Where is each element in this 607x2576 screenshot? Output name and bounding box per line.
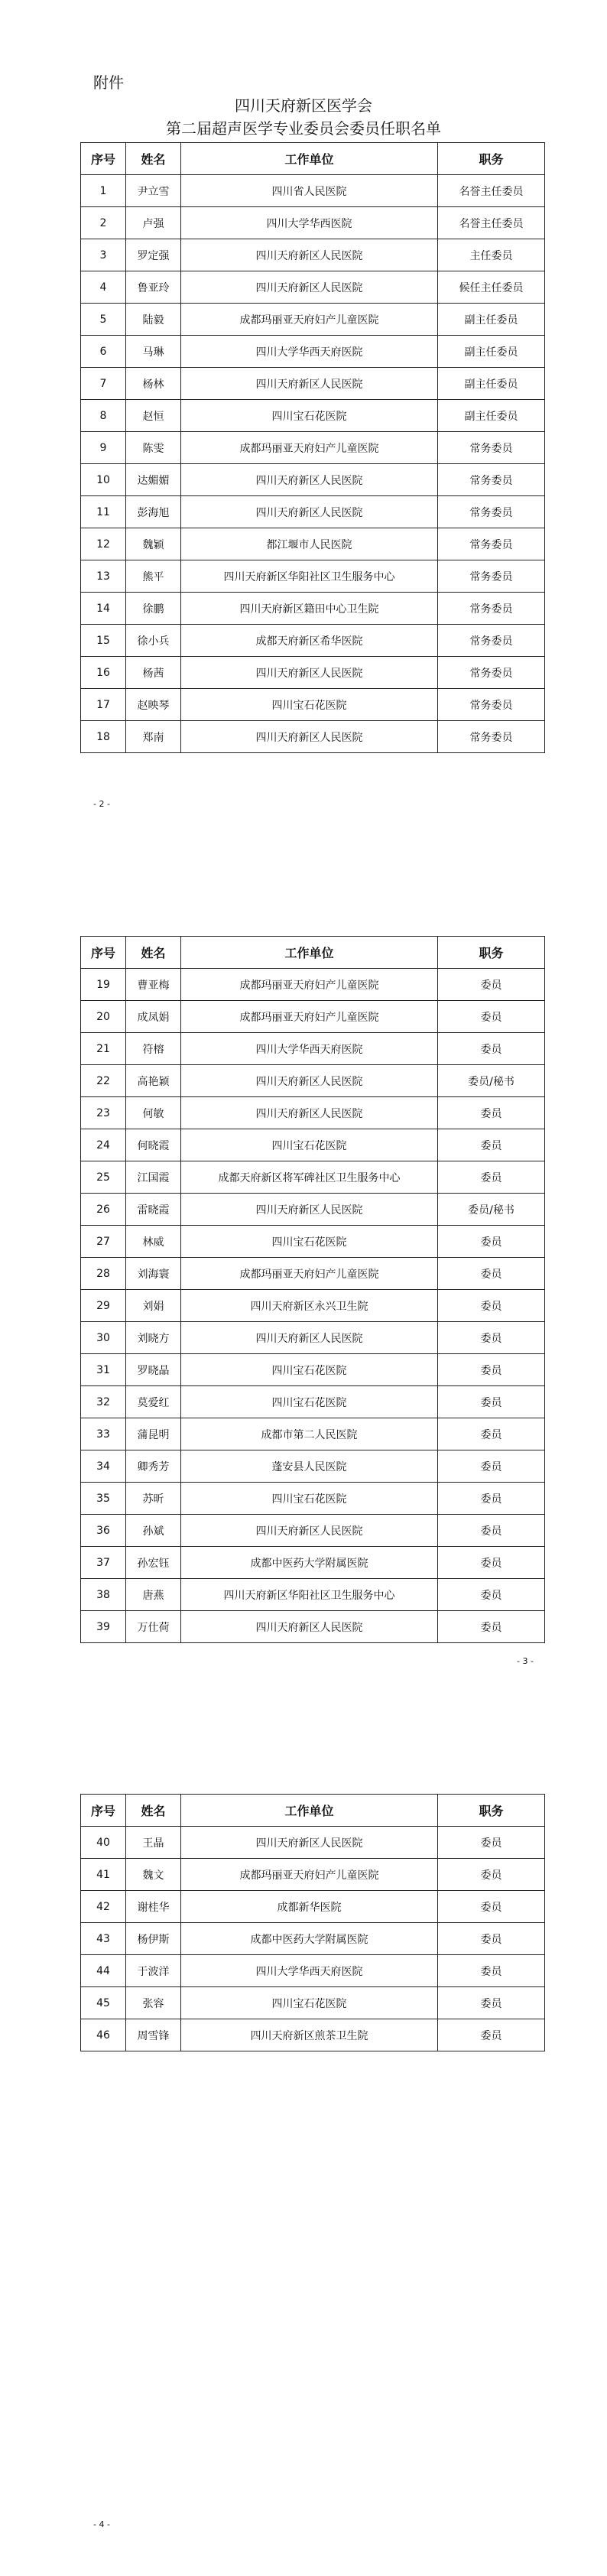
position-cell: 常务委员 xyxy=(438,689,545,721)
seq-cell: 9 xyxy=(81,432,126,464)
table-row xyxy=(81,1033,545,1065)
header-name: 姓名 xyxy=(126,937,181,969)
workplace-cell: 四川天府新区人民医院 xyxy=(181,1827,438,1859)
workplace-cell: 成都玛丽亚天府妇产儿童医院 xyxy=(181,1001,438,1033)
table-row xyxy=(81,1290,545,1322)
workplace-cell: 四川天府新区人民医院 xyxy=(181,496,438,528)
position-cell: 委员 xyxy=(438,1129,545,1161)
name-cell: 万仕荷 xyxy=(126,1611,181,1643)
header-seq: 序号 xyxy=(81,143,126,175)
seq-cell: 22 xyxy=(81,1065,126,1097)
workplace-cell: 四川宝石花医院 xyxy=(181,400,438,432)
table-row xyxy=(81,1386,545,1418)
name-cell: 徐小兵 xyxy=(126,625,181,657)
page-number-3: - 3 - xyxy=(517,1656,534,1666)
header-workplace: 工作单位 xyxy=(181,1795,438,1827)
position-cell: 委员/秘书 xyxy=(438,1194,545,1226)
name-cell: 魏文 xyxy=(126,1859,181,1891)
table-row xyxy=(81,1161,545,1194)
position-cell: 委员 xyxy=(438,1611,545,1643)
workplace-cell: 四川天府新区人民医院 xyxy=(181,1322,438,1354)
table-header-row xyxy=(81,937,545,969)
name-cell: 鲁亚玲 xyxy=(126,271,181,304)
workplace-cell: 成都玛丽亚天府妇产儿童医院 xyxy=(181,1859,438,1891)
seq-cell: 26 xyxy=(81,1194,126,1226)
position-cell: 委员 xyxy=(438,1859,545,1891)
table-row xyxy=(81,496,545,528)
position-cell: 委员 xyxy=(438,1161,545,1194)
seq-cell: 42 xyxy=(81,1891,126,1923)
position-cell: 委员 xyxy=(438,1258,545,1290)
position-cell: 委员 xyxy=(438,1987,545,2019)
name-cell: 陈雯 xyxy=(126,432,181,464)
position-cell: 委员 xyxy=(438,1226,545,1258)
position-cell: 副主任委员 xyxy=(438,336,545,368)
workplace-cell: 四川大学华西天府医院 xyxy=(181,336,438,368)
table-row xyxy=(81,1891,545,1923)
position-cell: 名誉主任委员 xyxy=(438,175,545,207)
seq-cell: 19 xyxy=(81,969,126,1001)
seq-cell: 2 xyxy=(81,207,126,239)
position-cell: 委员 xyxy=(438,1450,545,1483)
workplace-cell: 四川省人民医院 xyxy=(181,175,438,207)
seq-cell: 20 xyxy=(81,1001,126,1033)
position-cell: 委员 xyxy=(438,1827,545,1859)
table-row xyxy=(81,1258,545,1290)
seq-cell: 23 xyxy=(81,1097,126,1129)
workplace-cell: 成都天府新区希华医院 xyxy=(181,625,438,657)
workplace-cell: 四川天府新区籍田中心卫生院 xyxy=(181,593,438,625)
seq-cell: 32 xyxy=(81,1386,126,1418)
position-cell: 委员 xyxy=(438,1418,545,1450)
position-cell: 常务委员 xyxy=(438,464,545,496)
name-cell: 孙宏钰 xyxy=(126,1547,181,1579)
table-row xyxy=(81,464,545,496)
position-cell: 委员 xyxy=(438,1322,545,1354)
workplace-cell: 四川天府新区华阳社区卫生服务中心 xyxy=(181,1579,438,1611)
name-cell: 魏颖 xyxy=(126,528,181,560)
workplace-cell: 成都中医药大学附属医院 xyxy=(181,1547,438,1579)
position-cell: 常务委员 xyxy=(438,657,545,689)
table-row xyxy=(81,1611,545,1643)
seq-cell: 8 xyxy=(81,400,126,432)
position-cell: 委员 xyxy=(438,1354,545,1386)
workplace-cell: 四川天府新区人民医院 xyxy=(181,721,438,753)
header-seq: 序号 xyxy=(81,1795,126,1827)
table-row xyxy=(81,1001,545,1033)
workplace-cell: 四川天府新区人民医院 xyxy=(181,239,438,271)
table-row xyxy=(81,1097,545,1129)
seq-cell: 15 xyxy=(81,625,126,657)
name-cell: 陆毅 xyxy=(126,304,181,336)
workplace-cell: 成都玛丽亚天府妇产儿童医院 xyxy=(181,1258,438,1290)
seq-cell: 39 xyxy=(81,1611,126,1643)
position-cell: 委员 xyxy=(438,1515,545,1547)
name-cell: 彭海旭 xyxy=(126,496,181,528)
table-row xyxy=(81,336,545,368)
workplace-cell: 四川大学华西天府医院 xyxy=(181,1955,438,1987)
seq-cell: 46 xyxy=(81,2019,126,2051)
table-row xyxy=(81,721,545,753)
seq-cell: 33 xyxy=(81,1418,126,1450)
table-row xyxy=(81,1226,545,1258)
workplace-cell: 四川天府新区人民医院 xyxy=(181,1515,438,1547)
workplace-cell: 四川天府新区永兴卫生院 xyxy=(181,1290,438,1322)
table-row xyxy=(81,400,545,432)
table-row xyxy=(81,1515,545,1547)
name-cell: 孙斌 xyxy=(126,1515,181,1547)
seq-cell: 6 xyxy=(81,336,126,368)
header-workplace: 工作单位 xyxy=(181,937,438,969)
page-number-4: - 4 - xyxy=(93,2519,110,2529)
position-cell: 委员/秘书 xyxy=(438,1065,545,1097)
seq-cell: 5 xyxy=(81,304,126,336)
table-row xyxy=(81,1483,545,1515)
table-row xyxy=(81,2019,545,2051)
position-cell: 委员 xyxy=(438,1001,545,1033)
table-header-row xyxy=(81,143,545,175)
page-number-2: - 2 - xyxy=(93,799,110,809)
header-seq: 序号 xyxy=(81,937,126,969)
table-row xyxy=(81,239,545,271)
name-cell: 郑南 xyxy=(126,721,181,753)
seq-cell: 4 xyxy=(81,271,126,304)
position-cell: 主任委员 xyxy=(438,239,545,271)
name-cell: 张容 xyxy=(126,1987,181,2019)
seq-cell: 45 xyxy=(81,1987,126,2019)
table-row xyxy=(81,1065,545,1097)
name-cell: 刘海寰 xyxy=(126,1258,181,1290)
table-row xyxy=(81,657,545,689)
name-cell: 卿秀芳 xyxy=(126,1450,181,1483)
position-cell: 委员 xyxy=(438,1483,545,1515)
position-cell: 副主任委员 xyxy=(438,368,545,400)
seq-cell: 40 xyxy=(81,1827,126,1859)
workplace-cell: 四川大学华西医院 xyxy=(181,207,438,239)
name-cell: 林威 xyxy=(126,1226,181,1258)
name-cell: 何晓霞 xyxy=(126,1129,181,1161)
seq-cell: 30 xyxy=(81,1322,126,1354)
header-position: 职务 xyxy=(438,937,545,969)
table-row xyxy=(81,368,545,400)
name-cell: 蒲昆明 xyxy=(126,1418,181,1450)
workplace-cell: 四川天府新区人民医院 xyxy=(181,657,438,689)
position-cell: 委员 xyxy=(438,1891,545,1923)
table-row xyxy=(81,593,545,625)
table-row xyxy=(81,1450,545,1483)
workplace-cell: 四川天府新区人民医院 xyxy=(181,1065,438,1097)
position-cell: 委员 xyxy=(438,1955,545,1987)
workplace-cell: 四川天府新区人民医院 xyxy=(181,464,438,496)
member-table-page-3 xyxy=(80,1794,545,2051)
name-cell: 成凤娟 xyxy=(126,1001,181,1033)
position-cell: 委员 xyxy=(438,969,545,1001)
seq-cell: 11 xyxy=(81,496,126,528)
workplace-cell: 四川天府新区人民医院 xyxy=(181,368,438,400)
name-cell: 莫爱红 xyxy=(126,1386,181,1418)
name-cell: 周雪锋 xyxy=(126,2019,181,2051)
seq-cell: 1 xyxy=(81,175,126,207)
name-cell: 杨林 xyxy=(126,368,181,400)
table-row xyxy=(81,304,545,336)
workplace-cell: 成都玛丽亚天府妇产儿童医院 xyxy=(181,432,438,464)
seq-cell: 43 xyxy=(81,1923,126,1955)
name-cell: 尹立雪 xyxy=(126,175,181,207)
seq-cell: 7 xyxy=(81,368,126,400)
seq-cell: 37 xyxy=(81,1547,126,1579)
workplace-cell: 四川天府新区人民医院 xyxy=(181,271,438,304)
seq-cell: 38 xyxy=(81,1579,126,1611)
name-cell: 达媚媚 xyxy=(126,464,181,496)
position-cell: 副主任委员 xyxy=(438,304,545,336)
name-cell: 曹亚梅 xyxy=(126,969,181,1001)
title-line-2: 第二届超声医学专业委员会委员任职名单 xyxy=(166,119,441,138)
header-name: 姓名 xyxy=(126,143,181,175)
position-cell: 常务委员 xyxy=(438,432,545,464)
workplace-cell: 四川宝石花医院 xyxy=(181,1129,438,1161)
workplace-cell: 成都中医药大学附属医院 xyxy=(181,1923,438,1955)
name-cell: 刘娟 xyxy=(126,1290,181,1322)
header-position: 职务 xyxy=(438,1795,545,1827)
name-cell: 苏昕 xyxy=(126,1483,181,1515)
seq-cell: 3 xyxy=(81,239,126,271)
table-row xyxy=(81,1923,545,1955)
position-cell: 候任主任委员 xyxy=(438,271,545,304)
workplace-cell: 四川宝石花医院 xyxy=(181,1226,438,1258)
name-cell: 杨茜 xyxy=(126,657,181,689)
table-row xyxy=(81,969,545,1001)
table-row xyxy=(81,207,545,239)
name-cell: 谢桂华 xyxy=(126,1891,181,1923)
position-cell: 委员 xyxy=(438,1033,545,1065)
header-workplace: 工作单位 xyxy=(181,143,438,175)
title-line-1: 四川天府新区医学会 xyxy=(235,96,372,115)
name-cell: 徐鹏 xyxy=(126,593,181,625)
table-row xyxy=(81,271,545,304)
table-row xyxy=(81,528,545,560)
workplace-cell: 四川宝石花医院 xyxy=(181,1354,438,1386)
name-cell: 赵恒 xyxy=(126,400,181,432)
table-row xyxy=(81,1129,545,1161)
position-cell: 常务委员 xyxy=(438,721,545,753)
workplace-cell: 成都天府新区将军碑社区卫生服务中心 xyxy=(181,1161,438,1194)
name-cell: 罗晓晶 xyxy=(126,1354,181,1386)
workplace-cell: 四川宝石花医院 xyxy=(181,1386,438,1418)
seq-cell: 36 xyxy=(81,1515,126,1547)
position-cell: 委员 xyxy=(438,1579,545,1611)
table-row xyxy=(81,625,545,657)
name-cell: 江国霞 xyxy=(126,1161,181,1194)
workplace-cell: 四川宝石花医院 xyxy=(181,1987,438,2019)
table-row xyxy=(81,1547,545,1579)
seq-cell: 25 xyxy=(81,1161,126,1194)
seq-cell: 27 xyxy=(81,1226,126,1258)
position-cell: 常务委员 xyxy=(438,496,545,528)
position-cell: 委员 xyxy=(438,1547,545,1579)
name-cell: 罗定强 xyxy=(126,239,181,271)
table-header-row xyxy=(81,1795,545,1827)
workplace-cell: 四川天府新区人民医院 xyxy=(181,1611,438,1643)
name-cell: 熊平 xyxy=(126,560,181,593)
seq-cell: 31 xyxy=(81,1354,126,1386)
workplace-cell: 都江堰市人民医院 xyxy=(181,528,438,560)
workplace-cell: 成都市第二人民医院 xyxy=(181,1418,438,1450)
seq-cell: 13 xyxy=(81,560,126,593)
seq-cell: 24 xyxy=(81,1129,126,1161)
seq-cell: 17 xyxy=(81,689,126,721)
workplace-cell: 四川宝石花医院 xyxy=(181,689,438,721)
position-cell: 常务委员 xyxy=(438,593,545,625)
table-row xyxy=(81,1418,545,1450)
seq-cell: 12 xyxy=(81,528,126,560)
seq-cell: 44 xyxy=(81,1955,126,1987)
workplace-cell: 成都新华医院 xyxy=(181,1891,438,1923)
name-cell: 雷晓霞 xyxy=(126,1194,181,1226)
position-cell: 委员 xyxy=(438,1290,545,1322)
table-row xyxy=(81,560,545,593)
table-row xyxy=(81,1827,545,1859)
name-cell: 刘晓方 xyxy=(126,1322,181,1354)
seq-cell: 16 xyxy=(81,657,126,689)
member-table-page-2 xyxy=(80,936,545,1643)
position-cell: 委员 xyxy=(438,1923,545,1955)
position-cell: 委员 xyxy=(438,1386,545,1418)
name-cell: 何敏 xyxy=(126,1097,181,1129)
seq-cell: 41 xyxy=(81,1859,126,1891)
name-cell: 高艳颖 xyxy=(126,1065,181,1097)
seq-cell: 29 xyxy=(81,1290,126,1322)
name-cell: 马琳 xyxy=(126,336,181,368)
seq-cell: 10 xyxy=(81,464,126,496)
name-cell: 赵映琴 xyxy=(126,689,181,721)
position-cell: 名誉主任委员 xyxy=(438,207,545,239)
position-cell: 常务委员 xyxy=(438,625,545,657)
seq-cell: 34 xyxy=(81,1450,126,1483)
seq-cell: 28 xyxy=(81,1258,126,1290)
seq-cell: 21 xyxy=(81,1033,126,1065)
table-row xyxy=(81,1354,545,1386)
workplace-cell: 四川宝石花医院 xyxy=(181,1483,438,1515)
table-row xyxy=(81,1987,545,2019)
workplace-cell: 四川大学华西天府医院 xyxy=(181,1033,438,1065)
seq-cell: 14 xyxy=(81,593,126,625)
workplace-cell: 四川天府新区华阳社区卫生服务中心 xyxy=(181,560,438,593)
member-table-page-1 xyxy=(80,142,545,753)
workplace-cell: 成都玛丽亚天府妇产儿童医院 xyxy=(181,304,438,336)
workplace-cell: 成都玛丽亚天府妇产儿童医院 xyxy=(181,969,438,1001)
workplace-cell: 蓬安县人民医院 xyxy=(181,1450,438,1483)
workplace-cell: 四川天府新区煎茶卫生院 xyxy=(181,2019,438,2051)
table-row xyxy=(81,175,545,207)
table-row xyxy=(81,432,545,464)
name-cell: 杨伊斯 xyxy=(126,1923,181,1955)
header-name: 姓名 xyxy=(126,1795,181,1827)
position-cell: 副主任委员 xyxy=(438,400,545,432)
seq-cell: 35 xyxy=(81,1483,126,1515)
name-cell: 王晶 xyxy=(126,1827,181,1859)
position-cell: 委员 xyxy=(438,1097,545,1129)
table-row xyxy=(81,1859,545,1891)
attachment-label: 附件 xyxy=(93,73,124,92)
workplace-cell: 四川天府新区人民医院 xyxy=(181,1194,438,1226)
table-row xyxy=(81,1194,545,1226)
name-cell: 于波洋 xyxy=(126,1955,181,1987)
workplace-cell: 四川天府新区人民医院 xyxy=(181,1097,438,1129)
position-cell: 委员 xyxy=(438,2019,545,2051)
table-row xyxy=(81,689,545,721)
table-row xyxy=(81,1322,545,1354)
position-cell: 常务委员 xyxy=(438,560,545,593)
name-cell: 唐燕 xyxy=(126,1579,181,1611)
seq-cell: 18 xyxy=(81,721,126,753)
table-row xyxy=(81,1955,545,1987)
header-position: 职务 xyxy=(438,143,545,175)
table-row xyxy=(81,1579,545,1611)
name-cell: 卢强 xyxy=(126,207,181,239)
position-cell: 常务委员 xyxy=(438,528,545,560)
name-cell: 符榕 xyxy=(126,1033,181,1065)
